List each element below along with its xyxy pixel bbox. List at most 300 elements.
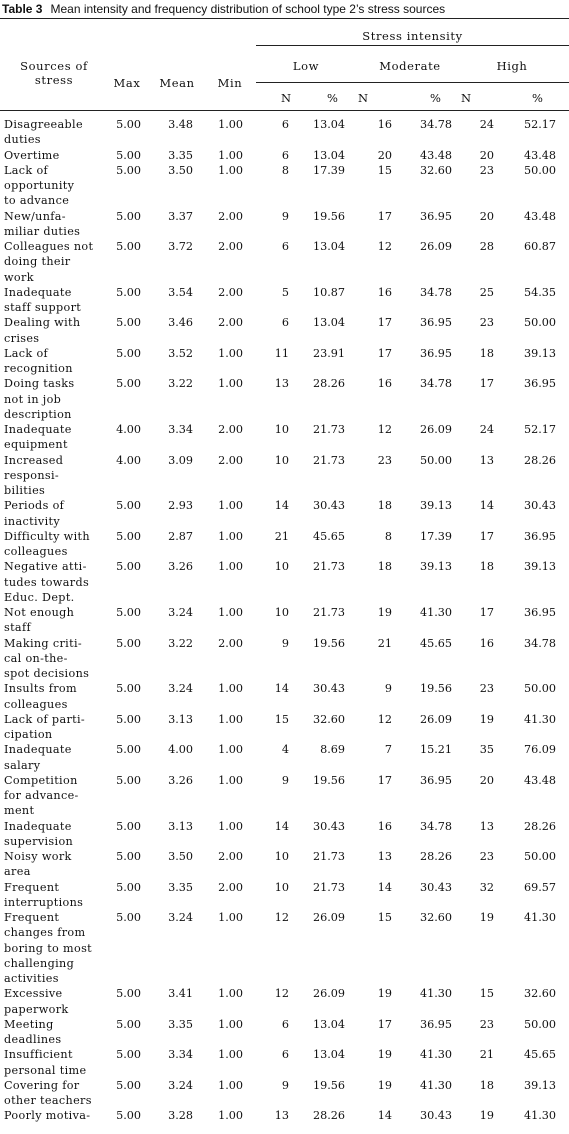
cell-min: 1.00 (218, 682, 243, 696)
cell-low-pct: 13.04 (312, 240, 345, 253)
cell-low-n: 10 (274, 850, 289, 863)
source-line: miliar duties (4, 224, 81, 238)
cell-high-n: 23 (479, 1017, 494, 1031)
cell-low-n: 6 (281, 148, 289, 162)
cell-low-n: 9 (281, 636, 289, 650)
cell-source (4, 1108, 104, 1123)
source-line: Educ. Dept. (4, 590, 75, 604)
cell-low-pct: 19.56 (312, 773, 345, 787)
cell-source (4, 986, 104, 1017)
table-title: Mean intensity and frequency distribution of school type 2’s stress sources (50, 2, 446, 16)
cell-low-n: 6 (281, 240, 289, 253)
cell-high-n: 13 (479, 453, 494, 467)
table-row (0, 1108, 569, 1123)
cell-mod-n: 12 (377, 423, 392, 436)
source-line: tudes towards (4, 575, 90, 589)
cell-high-pct: 41.30 (523, 911, 556, 924)
cell-source (4, 910, 104, 986)
cell-max: 5.00 (116, 118, 141, 131)
cell-high-n: 35 (479, 743, 494, 757)
source-line: Inadequate (4, 819, 72, 833)
cell-mod-n: 15 (377, 911, 392, 924)
header-max: Max (113, 76, 141, 90)
cell-mean: 3.41 (168, 987, 193, 1001)
cell-source (4, 163, 104, 209)
cell-high-pct: 36.95 (523, 529, 556, 543)
cell-low-pct: 19.56 (312, 1078, 345, 1092)
source-line: area (4, 865, 31, 879)
cell-min: 2.00 (218, 636, 243, 650)
cell-low-pct: 26.09 (312, 911, 345, 924)
cell-max: 4.00 (116, 423, 141, 436)
cell-low-n: 4 (281, 743, 289, 757)
source-line: Excessive (4, 987, 63, 1001)
cell-min: 1.00 (218, 163, 243, 177)
cell-min: 1.00 (218, 1017, 243, 1031)
cell-mean: 3.28 (168, 1109, 193, 1123)
cell-mean: 3.26 (168, 560, 193, 574)
cell-max: 5.00 (116, 682, 141, 696)
cell-mod-pct: 19.56 (419, 682, 452, 696)
cell-low-pct: 19.56 (312, 636, 345, 650)
source-line: Disagreeable (4, 118, 83, 131)
source-line: doing their (4, 255, 71, 269)
cell-min: 1.00 (218, 499, 243, 513)
source-line: Competition (4, 773, 78, 787)
cell-max: 4.00 (116, 453, 141, 467)
cell-max: 5.00 (116, 1109, 141, 1123)
cell-max: 5.00 (116, 819, 141, 833)
cell-high-n: 18 (479, 1078, 494, 1092)
cell-high-n: 23 (479, 316, 494, 330)
cell-min: 1.00 (218, 118, 243, 131)
table-row (0, 529, 569, 560)
cell-mod-n: 16 (377, 377, 392, 391)
cell-mod-n: 17 (377, 346, 392, 360)
cell-mod-n: 9 (384, 682, 392, 696)
source-line: changes from (4, 926, 86, 940)
cell-max: 5.00 (116, 1017, 141, 1031)
cell-max: 5.00 (116, 346, 141, 360)
cell-mod-n: 16 (377, 819, 392, 833)
cell-low-n: 9 (281, 773, 289, 787)
cell-source (4, 285, 104, 316)
cell-high-n: 28 (479, 240, 494, 253)
header-high-pct: % (532, 91, 544, 105)
cell-max: 5.00 (116, 987, 141, 1001)
source-line: Inadequate (4, 423, 72, 436)
table-row (0, 819, 569, 850)
cell-low-n: 14 (274, 499, 289, 513)
cell-mod-pct: 26.09 (419, 240, 452, 253)
cell-mod-pct: 34.78 (419, 377, 452, 391)
cell-mod-n: 17 (377, 209, 392, 223)
cell-mod-n: 17 (377, 316, 392, 330)
source-line: Doing tasks (4, 377, 75, 391)
cell-max: 5.00 (116, 1078, 141, 1092)
cell-high-n: 23 (479, 850, 494, 863)
cell-low-n: 12 (274, 911, 289, 924)
source-line: Inadequate (4, 743, 72, 757)
cell-low-n: 14 (274, 819, 289, 833)
header-mod-pct: % (430, 91, 442, 105)
table-row (0, 880, 569, 911)
cell-min: 1.00 (218, 606, 243, 619)
cell-mod-n: 7 (384, 743, 392, 757)
table-body (0, 117, 569, 1124)
cell-low-pct: 23.91 (312, 346, 345, 360)
cell-low-pct: 30.43 (312, 499, 345, 513)
source-line: Colleagues not (4, 240, 94, 253)
table-row (0, 605, 569, 636)
source-line: bilities (4, 484, 46, 497)
table-row (0, 986, 569, 1017)
cell-low-n: 10 (274, 423, 289, 436)
source-line: Increased (4, 453, 64, 467)
cell-high-pct: 69.57 (523, 880, 556, 894)
cell-min: 1.00 (218, 346, 243, 360)
cell-min: 1.00 (218, 911, 243, 924)
cell-high-n: 25 (479, 285, 494, 299)
cell-min: 2.00 (218, 850, 243, 863)
cell-mod-n: 17 (377, 1017, 392, 1031)
source-line: cal on-the- (4, 651, 68, 665)
table-row (0, 453, 569, 499)
source-line: for advance- (4, 789, 79, 802)
cell-mod-pct: 34.78 (419, 118, 452, 131)
cell-low-n: 13 (274, 1109, 289, 1123)
cell-min: 1.00 (218, 743, 243, 757)
table-row (0, 681, 569, 712)
cell-min: 2.00 (218, 316, 243, 330)
source-line: Making criti- (4, 636, 83, 650)
cell-mean: 3.34 (168, 1048, 193, 1062)
cell-low-n: 5 (281, 285, 289, 299)
cell-source (4, 376, 104, 422)
cell-high-n: 17 (479, 606, 494, 619)
table-row (0, 422, 569, 453)
cell-low-pct: 21.73 (312, 850, 345, 863)
source-line: ment (4, 804, 35, 818)
cell-source (4, 681, 104, 712)
stress-intensity-rule (256, 45, 569, 46)
source-line: staff (4, 621, 31, 635)
source-line: Insults from (4, 682, 77, 696)
cell-high-n: 13 (479, 819, 494, 833)
cell-mod-pct: 26.09 (419, 423, 452, 436)
cell-low-n: 6 (281, 118, 289, 131)
cell-mod-n: 14 (377, 880, 392, 894)
table-row (0, 559, 569, 605)
cell-max: 5.00 (116, 377, 141, 391)
cell-mean: 2.87 (168, 529, 193, 543)
cell-source (4, 636, 104, 682)
cell-min: 2.00 (218, 209, 243, 223)
cell-mod-pct: 32.60 (419, 163, 452, 177)
cell-mod-pct: 36.95 (419, 316, 452, 330)
source-line: deadlines (4, 1033, 62, 1046)
cell-source (4, 605, 104, 636)
cell-high-n: 15 (479, 987, 494, 1001)
cell-low-n: 8 (281, 163, 289, 177)
cell-min: 2.00 (218, 880, 243, 894)
source-line: staff support (4, 301, 82, 314)
table-row (0, 148, 569, 163)
source-line: not in job (4, 392, 62, 406)
cell-mean: 3.24 (168, 606, 193, 619)
cell-low-pct: 13.04 (312, 1048, 345, 1062)
source-line: Noisy work (4, 850, 72, 863)
source-line: Frequent (4, 911, 60, 924)
source-line: Dealing with (4, 316, 81, 330)
cell-mean: 4.00 (168, 743, 193, 757)
cell-mod-n: 20 (377, 148, 392, 162)
cell-mod-n: 12 (377, 712, 392, 726)
header-min: Min (217, 76, 243, 90)
cell-high-n: 20 (479, 209, 494, 223)
table-row (0, 849, 569, 880)
source-line: equipment (4, 438, 68, 452)
cell-high-pct: 28.26 (523, 819, 556, 833)
cell-high-pct: 50.00 (523, 682, 556, 696)
cell-max: 5.00 (116, 499, 141, 513)
header-high-n: N (461, 91, 472, 105)
cell-mod-pct: 41.30 (419, 606, 452, 619)
cell-min: 1.00 (218, 560, 243, 574)
cell-low-n: 6 (281, 316, 289, 330)
source-line: spot decisions (4, 667, 90, 680)
cell-low-pct: 13.04 (312, 118, 345, 131)
cell-mod-pct: 32.60 (419, 911, 452, 924)
cell-mod-n: 19 (377, 606, 392, 619)
table-row (0, 209, 569, 240)
cell-low-pct: 28.26 (312, 377, 345, 391)
cell-high-n: 23 (479, 682, 494, 696)
cell-low-pct: 17.39 (312, 163, 345, 177)
cell-source (4, 453, 104, 499)
cell-mean: 3.24 (168, 911, 193, 924)
cell-mean: 3.48 (168, 118, 193, 131)
cell-mod-pct: 41.30 (419, 987, 452, 1001)
cell-mod-n: 21 (377, 636, 392, 650)
cell-low-pct: 45.65 (312, 529, 345, 543)
cell-mod-pct: 41.30 (419, 1078, 452, 1092)
cell-mean: 3.09 (168, 453, 193, 467)
cell-max: 5.00 (116, 1048, 141, 1062)
source-line: description (4, 407, 72, 421)
source-line: cipation (4, 728, 53, 741)
cell-mod-pct: 26.09 (419, 712, 452, 726)
header-bottom-rule (0, 110, 569, 111)
cell-low-pct: 13.04 (312, 1017, 345, 1031)
cell-high-pct: 43.48 (523, 148, 556, 162)
cell-low-n: 10 (274, 560, 289, 574)
cell-source (4, 1047, 104, 1078)
cell-source (4, 880, 104, 911)
cell-mod-pct: 36.95 (419, 209, 452, 223)
cell-max: 5.00 (116, 850, 141, 863)
cell-low-n: 15 (274, 712, 289, 726)
cell-mean: 3.54 (168, 285, 193, 299)
cell-high-n: 20 (479, 773, 494, 787)
cell-min: 2.00 (218, 453, 243, 467)
cell-mod-n: 16 (377, 118, 392, 131)
table-row (0, 773, 569, 819)
cell-low-pct: 21.73 (312, 606, 345, 619)
cell-mod-pct: 34.78 (419, 819, 452, 833)
table-row (0, 163, 569, 209)
table-row (0, 117, 569, 148)
cell-mod-pct: 41.30 (419, 1048, 452, 1062)
cell-low-n: 6 (281, 1048, 289, 1062)
cell-source (4, 559, 104, 605)
source-line: inactivity (4, 514, 61, 528)
cell-mean: 3.37 (168, 209, 193, 223)
cell-mean: 3.24 (168, 682, 193, 696)
cell-high-pct: 54.35 (523, 285, 556, 299)
source-line: other teachers (4, 1094, 92, 1107)
cell-high-pct: 50.00 (523, 316, 556, 330)
cell-max: 5.00 (116, 148, 141, 162)
cell-mod-n: 23 (377, 453, 392, 467)
cell-source (4, 346, 104, 377)
cell-mod-pct: 34.78 (419, 285, 452, 299)
cell-min: 1.00 (218, 712, 243, 726)
cell-low-pct: 13.04 (312, 316, 345, 330)
cell-source (4, 422, 104, 453)
cell-source (4, 773, 104, 819)
cell-mod-n: 8 (384, 529, 392, 543)
cell-min: 1.00 (218, 377, 243, 391)
cell-mod-pct: 30.43 (419, 880, 452, 894)
cell-mean: 3.72 (168, 240, 193, 253)
source-line: Negative atti- (4, 560, 87, 574)
source-line: responsi- (4, 468, 60, 482)
source-line: Lack of (4, 163, 49, 177)
cell-max: 5.00 (116, 529, 141, 543)
cell-mod-pct: 39.13 (419, 560, 452, 574)
header-low: Low (292, 59, 320, 73)
cell-low-n: 10 (274, 880, 289, 894)
cell-source (4, 742, 104, 773)
cell-max: 5.00 (116, 636, 141, 650)
cell-low-pct: 19.56 (312, 209, 345, 223)
cell-max: 5.00 (116, 911, 141, 924)
cell-mod-pct: 39.13 (419, 499, 452, 513)
cell-mod-n: 12 (377, 240, 392, 253)
cell-low-pct: 21.73 (312, 880, 345, 894)
cell-mod-pct: 43.48 (419, 148, 452, 162)
cell-high-pct: 43.48 (523, 773, 556, 787)
cell-min: 2.00 (218, 240, 243, 253)
cell-mean: 3.24 (168, 1078, 193, 1092)
cell-min: 1.00 (218, 773, 243, 787)
cell-high-n: 23 (479, 163, 494, 177)
cell-high-n: 18 (479, 346, 494, 360)
cell-high-pct: 39.13 (523, 560, 556, 574)
cell-high-n: 19 (479, 911, 494, 924)
source-line: duties (4, 133, 41, 147)
source-line: Inadequate (4, 285, 72, 299)
cell-min: 2.00 (218, 423, 243, 436)
cell-low-n: 6 (281, 1017, 289, 1031)
cell-low-pct: 32.60 (312, 712, 345, 726)
cell-high-pct: 60.87 (523, 240, 556, 253)
header-mod-n: N (358, 91, 369, 105)
cell-min: 1.00 (218, 819, 243, 833)
table-row (0, 285, 569, 316)
source-line: Covering for (4, 1078, 80, 1092)
cell-mod-pct: 30.43 (419, 1109, 452, 1123)
cell-mod-pct: 36.95 (419, 773, 452, 787)
cell-source (4, 1078, 104, 1109)
cell-low-pct: 28.26 (312, 1109, 345, 1123)
cell-max: 5.00 (116, 163, 141, 177)
cell-high-n: 17 (479, 529, 494, 543)
header-sources (0, 59, 108, 87)
source-line: personal time (4, 1063, 87, 1077)
cell-high-pct: 43.48 (523, 209, 556, 223)
cell-mod-n: 13 (377, 850, 392, 863)
cell-mean: 3.50 (168, 850, 193, 863)
cell-mean: 3.22 (168, 377, 193, 391)
cell-high-pct: 52.17 (523, 423, 556, 436)
source-line: colleagues (4, 545, 68, 558)
cell-low-pct: 30.43 (312, 682, 345, 696)
cell-source (4, 209, 104, 240)
cell-high-pct: 50.00 (523, 850, 556, 863)
cell-high-pct: 28.26 (523, 453, 556, 467)
table-row (0, 239, 569, 285)
cell-mod-n: 14 (377, 1109, 392, 1123)
cell-high-pct: 41.30 (523, 712, 556, 726)
cell-mod-pct: 28.26 (419, 850, 452, 863)
source-line: to advance (4, 194, 70, 208)
header-moderate: Moderate (379, 59, 441, 73)
source-line: Poorly motiva- (4, 1109, 91, 1123)
header-sources-line1: Sources of (20, 59, 88, 73)
cell-low-n: 10 (274, 606, 289, 619)
cell-mean: 3.35 (168, 880, 193, 894)
cell-min: 1.00 (218, 1048, 243, 1062)
source-line: interruptions (4, 895, 84, 909)
cell-max: 5.00 (116, 240, 141, 253)
cell-high-pct: 36.95 (523, 606, 556, 619)
sub-header-rule (256, 82, 569, 83)
cell-high-pct: 50.00 (523, 163, 556, 177)
cell-low-pct: 21.73 (312, 453, 345, 467)
cell-low-pct: 21.73 (312, 423, 345, 436)
table-row (0, 712, 569, 743)
source-line: work (4, 270, 34, 284)
cell-min: 1.00 (218, 148, 243, 162)
table-row (0, 910, 569, 986)
cell-low-n: 14 (274, 682, 289, 696)
header-low-n: N (281, 91, 292, 105)
cell-low-n: 9 (281, 1078, 289, 1092)
cell-high-n: 16 (479, 636, 494, 650)
cell-high-pct: 30.43 (523, 499, 556, 513)
source-line: crises (4, 331, 40, 345)
cell-source (4, 315, 104, 346)
cell-mean: 3.35 (168, 148, 193, 162)
source-line: challenging (4, 956, 75, 970)
source-line: Difficulty with (4, 529, 90, 543)
source-line: Lack of parti- (4, 712, 86, 726)
cell-high-pct: 32.60 (523, 987, 556, 1001)
source-line: Meeting (4, 1017, 54, 1031)
source-line: New/unfa- (4, 209, 66, 223)
